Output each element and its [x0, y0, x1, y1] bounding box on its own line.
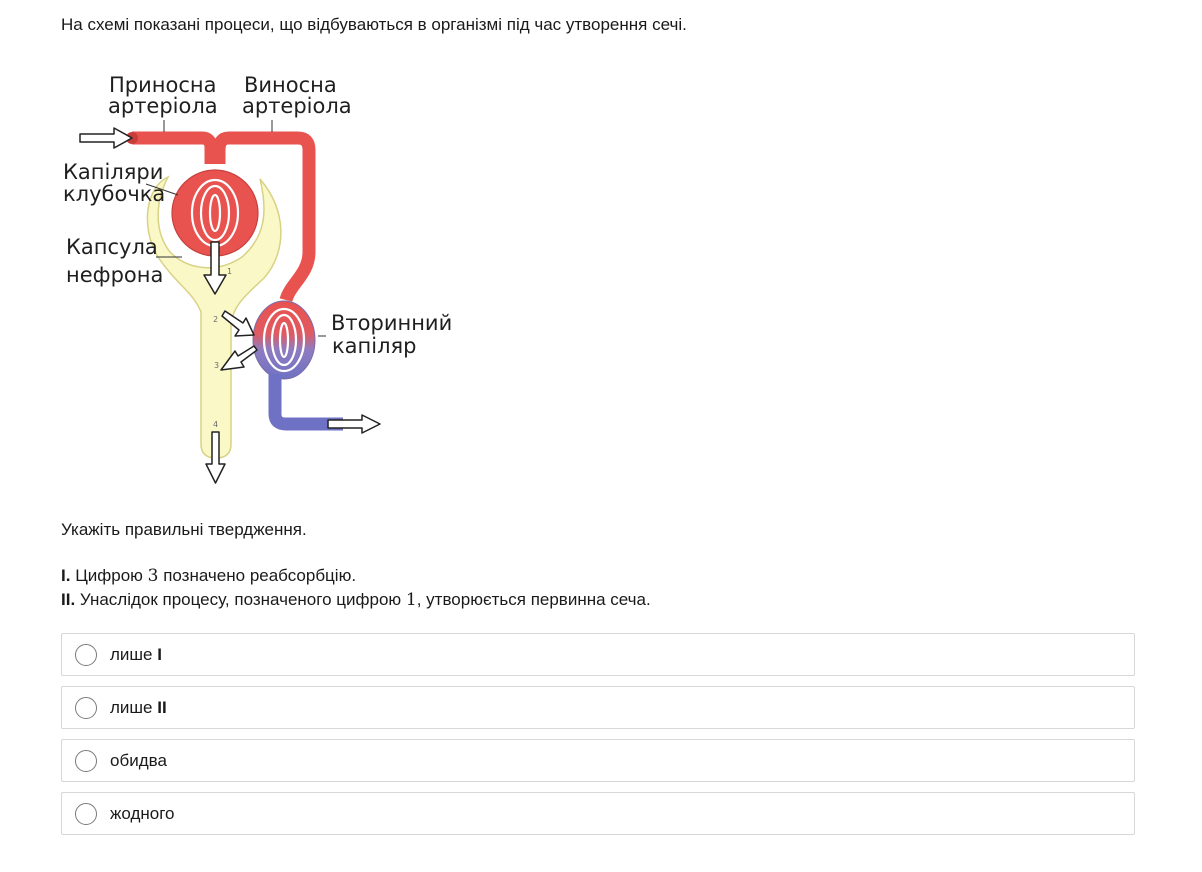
statement-1-number: I. — [61, 566, 71, 585]
label-glomerulus-line2: клубочка — [63, 182, 166, 206]
statement-1-digit: 3 — [147, 566, 159, 586]
label-afferent-line1: Приносна — [109, 73, 217, 97]
radio-button[interactable] — [75, 697, 97, 719]
option-text: обидва — [110, 750, 167, 770]
marker-1: 1 — [227, 267, 233, 276]
radio-button[interactable] — [75, 803, 97, 825]
label-capsule-line2: нефрона — [66, 263, 164, 287]
option-text: жодного — [110, 803, 175, 823]
statement-1-after: позначено реабсорбцію. — [163, 566, 357, 585]
option-text: лише — [110, 644, 153, 664]
venule — [275, 374, 343, 424]
label-secondary-line2: капіляр — [332, 334, 417, 358]
label-secondary-line1: Вторинний — [331, 311, 453, 335]
option-label — [110, 698, 167, 718]
option-label — [110, 751, 167, 771]
statement-2-after: , утворюється первинна сеча. — [416, 590, 651, 609]
label-afferent-line2: артеріола — [108, 94, 218, 118]
radio-button[interactable] — [75, 644, 97, 666]
radio-button[interactable] — [75, 750, 97, 772]
question-text: Укажіть правильні твердження. — [61, 520, 307, 539]
marker-3: 3 — [214, 361, 220, 370]
option-label — [110, 804, 175, 824]
answer-options — [61, 633, 1135, 845]
statement-2-number: II. — [61, 590, 76, 609]
label-glomerulus-line1: Капіляри — [63, 160, 164, 184]
statement-2-before: Унаслідок процесу, позначеного цифрою — [79, 590, 402, 609]
option-roman: II — [157, 697, 167, 717]
option-roman: I — [157, 644, 162, 664]
statement-2 — [61, 588, 651, 612]
statements — [61, 564, 651, 612]
secondary-capillary — [253, 301, 315, 379]
label-efferent-line2: артеріола — [242, 94, 352, 118]
statement-1-before: Цифрою — [75, 566, 143, 585]
intro-text: На схемі показані процеси, що відбуваються в організмі під час утворення сечі. — [61, 15, 687, 34]
option-label — [110, 645, 162, 665]
option-only-ii[interactable] — [61, 686, 1135, 729]
option-text: лише — [110, 697, 153, 717]
nephron-diagram — [60, 62, 470, 492]
marker-4: 4 — [213, 420, 219, 429]
option-only-i[interactable] — [61, 633, 1135, 676]
statement-1 — [61, 564, 651, 588]
inflow-arrow-icon — [80, 128, 132, 148]
option-both[interactable] — [61, 739, 1135, 782]
label-capsule-line1: Капсула — [66, 235, 158, 259]
label-efferent-line1: Виносна — [244, 73, 337, 97]
marker-2: 2 — [213, 315, 219, 324]
statement-2-digit: 1 — [405, 590, 417, 610]
nephron-diagram-svg — [60, 62, 470, 492]
option-neither[interactable] — [61, 792, 1135, 835]
